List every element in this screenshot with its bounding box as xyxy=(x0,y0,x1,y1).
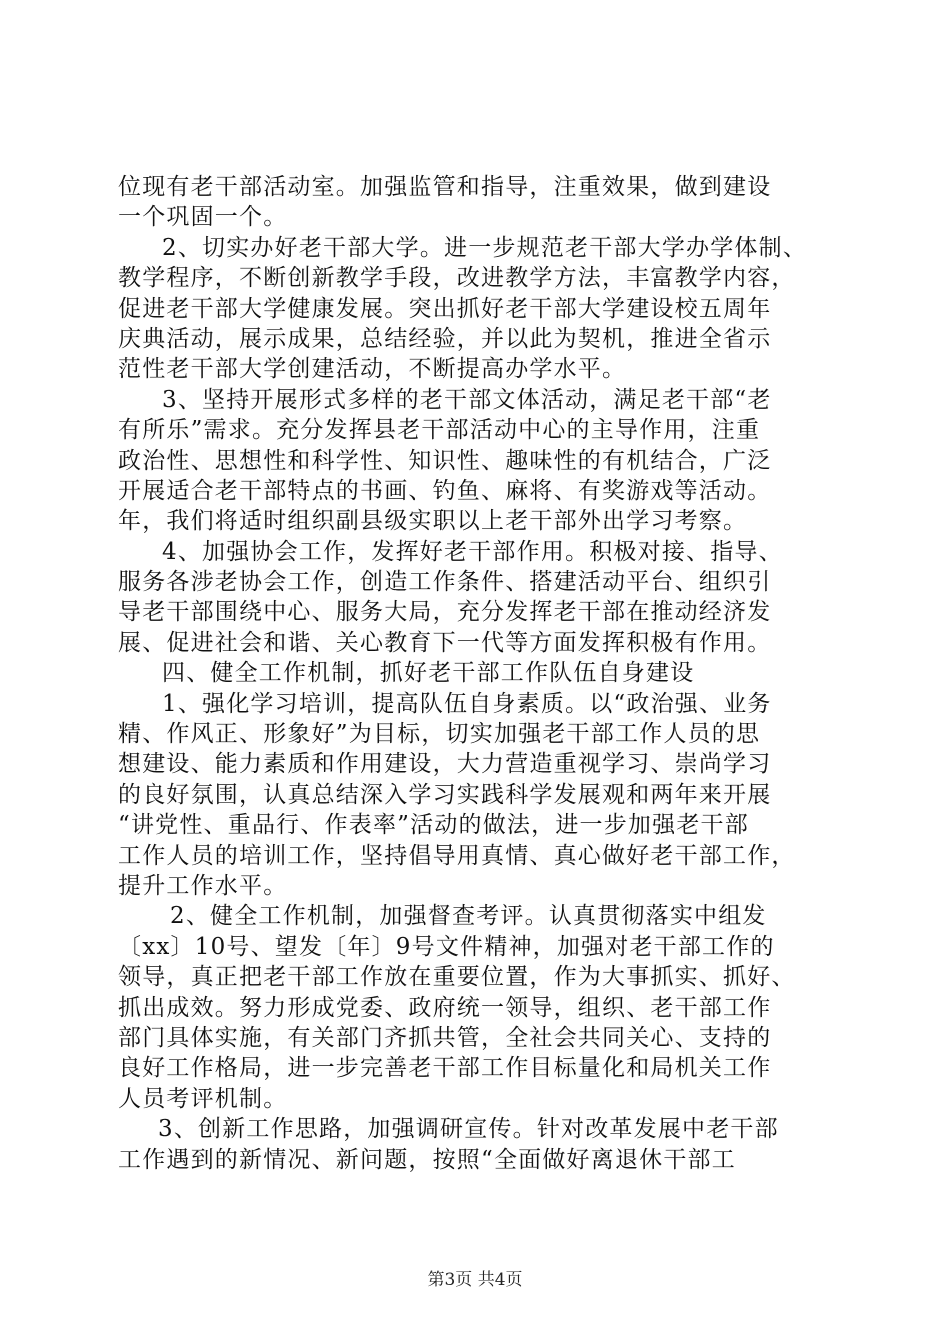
document-body xyxy=(118,172,838,1175)
text-line: 教学程序，不断创新教学手段，改进教学方法，丰富教学内容， xyxy=(118,265,796,292)
text-line: 位现有老干部活动室。加强监管和指导，注重效果，做到建设 xyxy=(118,174,772,200)
text-line: 3、坚持开展形式多样的老干部文体活动，满足老干部“老 xyxy=(162,386,772,413)
text-line: 人员考评机制。 xyxy=(118,1085,288,1112)
text-line: 2、健全工作机制，加强督查考评。认真贯彻落实中组发 xyxy=(170,903,767,930)
page-number-footer: 第3页 共4页 xyxy=(427,1270,523,1290)
text-line: 抓出成效。努力形成党委、政府统一领导，组织、老干部工作 xyxy=(118,994,772,1021)
text-line: 精、作风正、形象好”为目标，切实加强老干部工作人员的思 xyxy=(118,721,761,748)
text-line: 政治性、思想性和科学性、知识性、趣味性的有机结合，广泛 xyxy=(118,447,772,474)
text-line: 导老干部围绕中心、服务大局，充分发挥老干部在推动经济发 xyxy=(118,599,772,626)
text-line: 1、强化学习培训，提高队伍自身素质。以“政治强、业务 xyxy=(162,690,772,717)
text-line: 工作人员的培训工作，坚持倡导用真情、真心做好老干部工作， xyxy=(118,842,796,869)
text-line: 的良好氛围，认真总结深入学习实践科学发展观和两年来开展 xyxy=(118,781,772,808)
text-line: 庆典活动，展示成果，总结经验，并以此为契机，推进全省示 xyxy=(118,325,772,352)
section-heading: 四、健全工作机制，抓好老干部工作队伍自身建设 xyxy=(162,660,695,687)
text-line: 有所乐”需求。充分发挥县老干部活动中心的主导作用，注重 xyxy=(118,417,761,444)
text-line: 服务各涉老协会工作，创造工作条件、搭建活动平台、组织引 xyxy=(118,569,772,596)
text-line: 良好工作格局，进一步完善老干部工作目标量化和局机关工作 xyxy=(118,1055,772,1082)
text-line: 提升工作水平。 xyxy=(118,872,288,899)
text-line: 范性老干部大学创建活动，不断提高办学水平。 xyxy=(118,356,627,383)
text-line: 〔xx〕10号、望发〔年〕9号文件精神，加强对老干部工作的 xyxy=(118,933,775,960)
text-line: 开展适合老干部特点的书画、钓鱼、麻将、有奖游戏等活动。 xyxy=(118,477,772,504)
text-line: 工作遇到的新情况、新问题，按照“全面做好离退休干部工 xyxy=(118,1146,736,1173)
text-line: 促进老干部大学健康发展。突出抓好老干部大学建设校五周年 xyxy=(118,295,772,322)
text-line: 2、切实办好老干部大学。进一步规范老干部大学办学体制、 xyxy=(162,234,808,261)
text-line: 年，我们将适时组织副县级实职以上老干部外出学习考察。 xyxy=(118,508,748,535)
text-line: 展、促进社会和谐、关心教育下一代等方面发挥积极有作用。 xyxy=(118,629,772,656)
text-line: 3、创新工作思路，加强调研宣传。针对改革发展中老干部 xyxy=(158,1116,779,1143)
text-line: 领导，真正把老干部工作放在重要位置，作为大事抓实、抓好、 xyxy=(118,964,796,991)
text-line: 一个巩固一个。 xyxy=(118,204,288,231)
text-line: 想建设、能力素质和作用建设，大力营造重视学习、崇尚学习 xyxy=(118,751,772,778)
text-line: “讲党性、重品行、作表率”活动的做法，进一步加强老干部 xyxy=(118,812,749,839)
text-line: 4、加强协会工作，发挥好老干部作用。积极对接、指导、 xyxy=(162,538,783,565)
text-line: 部门具体实施，有关部门齐抓共管，全社会共同关心、支持的 xyxy=(118,1024,772,1051)
